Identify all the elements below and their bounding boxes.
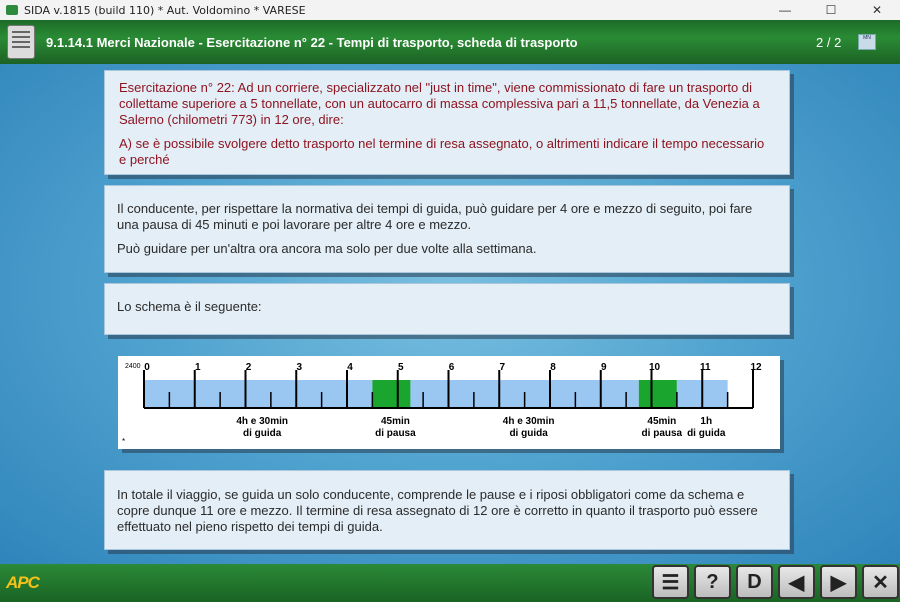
window-controls <box>762 0 900 20</box>
segment-label-4-line2: di guida <box>687 428 726 439</box>
segment-label-3-line2: di pausa <box>641 428 683 439</box>
hour-label-1: 1 <box>194 362 201 373</box>
hour-label-7: 7 <box>499 362 506 373</box>
start-time-label: 2400 <box>125 363 141 370</box>
rules-paragraph-2: Può guidare per un'altra ora ancora ma solo per due volte alla settimana. <box>117 241 537 256</box>
schema-text: Lo schema è il seguente: <box>117 299 262 314</box>
book-icon[interactable] <box>7 25 35 59</box>
d-letter-icon: D <box>747 570 762 593</box>
list-icon: ☰ <box>661 571 680 594</box>
next-button[interactable] <box>820 565 857 599</box>
segment-label-2-line2: di guida <box>509 428 548 439</box>
d-button[interactable] <box>736 565 773 599</box>
segment-label-2-line1: 4h e 30min <box>502 416 555 427</box>
hour-label-10: 10 <box>648 362 661 373</box>
exercise-question: A) se è possibile svolgere detto trasporto nel termine di resa assegnato, o altrimenti indicare il tempo necessario e perché <box>119 136 765 167</box>
exercise-panel <box>104 70 790 175</box>
segment-label-0-line1: 4h e 30min <box>236 416 289 427</box>
diagram-footnote: * <box>122 437 126 446</box>
index-button[interactable] <box>652 565 689 599</box>
hour-label-6: 6 <box>448 362 455 373</box>
window-close-button[interactable]: ✕ <box>871 3 883 17</box>
schema-panel <box>104 283 790 335</box>
content-area <box>0 64 900 564</box>
lesson-header <box>0 20 900 64</box>
question-icon: ? <box>706 570 719 593</box>
apc-logo: APC <box>6 573 39 592</box>
conclusion-text: In totale il viaggio, se guida un solo conducente, comprende le pause e i riposi obbligatori come da schema e copre dunque 11 ore e mezzo. Il termine di resa assegnato di 12 ore è corretto in quanto il trasporto può essere effettuato nel pieno rispetto dei tempi di guida. <box>117 487 758 534</box>
mn-icon: MN <box>858 34 876 50</box>
window-title: SIDA v.1815 (build 110) * Aut. Voldomino * VARESE <box>24 3 306 17</box>
segment-pause-1 <box>372 380 410 408</box>
hour-label-5: 5 <box>397 362 404 373</box>
help-button[interactable] <box>694 565 731 599</box>
segment-drive-0 <box>144 380 372 408</box>
segment-label-0-line2: di guida <box>243 428 282 439</box>
nav-buttons <box>652 565 899 599</box>
segment-label-1-line2: di pausa <box>375 428 416 439</box>
close-icon: ✕ <box>872 571 889 594</box>
segment-label-3-line1: 45min <box>647 416 677 427</box>
hour-label-11: 11 <box>699 362 711 373</box>
hour-label-8: 8 <box>550 362 556 373</box>
maximize-button[interactable]: ☐ <box>825 3 837 17</box>
footer-bar <box>0 564 900 602</box>
schedule-svg <box>118 356 780 449</box>
page-counter: 2 / 2 <box>816 35 842 50</box>
rules-paragraph-1: Il conducente, per rispettare la normativa dei tempi di guida, può guidare per 4 ore e mezzo di seguito, poi fare una pausa di 45 minuti e poi lavorare per altre 4 ore e mezzo. <box>117 201 753 232</box>
hour-label-0: 0 <box>144 362 150 373</box>
hour-label-3: 3 <box>296 362 303 373</box>
prev-button[interactable] <box>778 565 815 599</box>
conclusion-panel <box>104 470 790 550</box>
window-titlebar <box>0 0 900 20</box>
hour-label-9: 9 <box>600 362 607 373</box>
app-icon <box>6 5 18 15</box>
close-button[interactable] <box>862 565 899 599</box>
segment-label-1-line1: 45min <box>380 416 410 427</box>
exercise-text: Esercitazione n° 22: Ad un corriere, specializzato nel "just in time", viene commissionato di fare un trasporto di collettame superiore a 5 tonnellate, con un autocarro di massa complessiva pari a 11,5 tonnellate, da Venezia a Salerno (chilometri 773) in 12 ore, dire: <box>119 80 760 127</box>
hour-label-2: 2 <box>245 362 252 373</box>
segment-label-4-line1: 1h <box>700 416 713 427</box>
hour-label-12: 12 <box>750 362 762 373</box>
hour-label-4: 4 <box>347 362 353 373</box>
lesson-title: 9.1.14.1 Merci Nazionale - Esercitazione n° 22 - Tempi di trasporto, scheda di trasporto <box>46 35 578 50</box>
segment-pause-3 <box>639 380 677 408</box>
rules-panel <box>104 185 790 273</box>
minimize-button[interactable]: — <box>779 3 791 17</box>
driving-schedule-diagram <box>118 356 780 449</box>
left-arrow-icon: ◀ <box>788 571 805 594</box>
right-arrow-icon: ▶ <box>830 571 847 594</box>
